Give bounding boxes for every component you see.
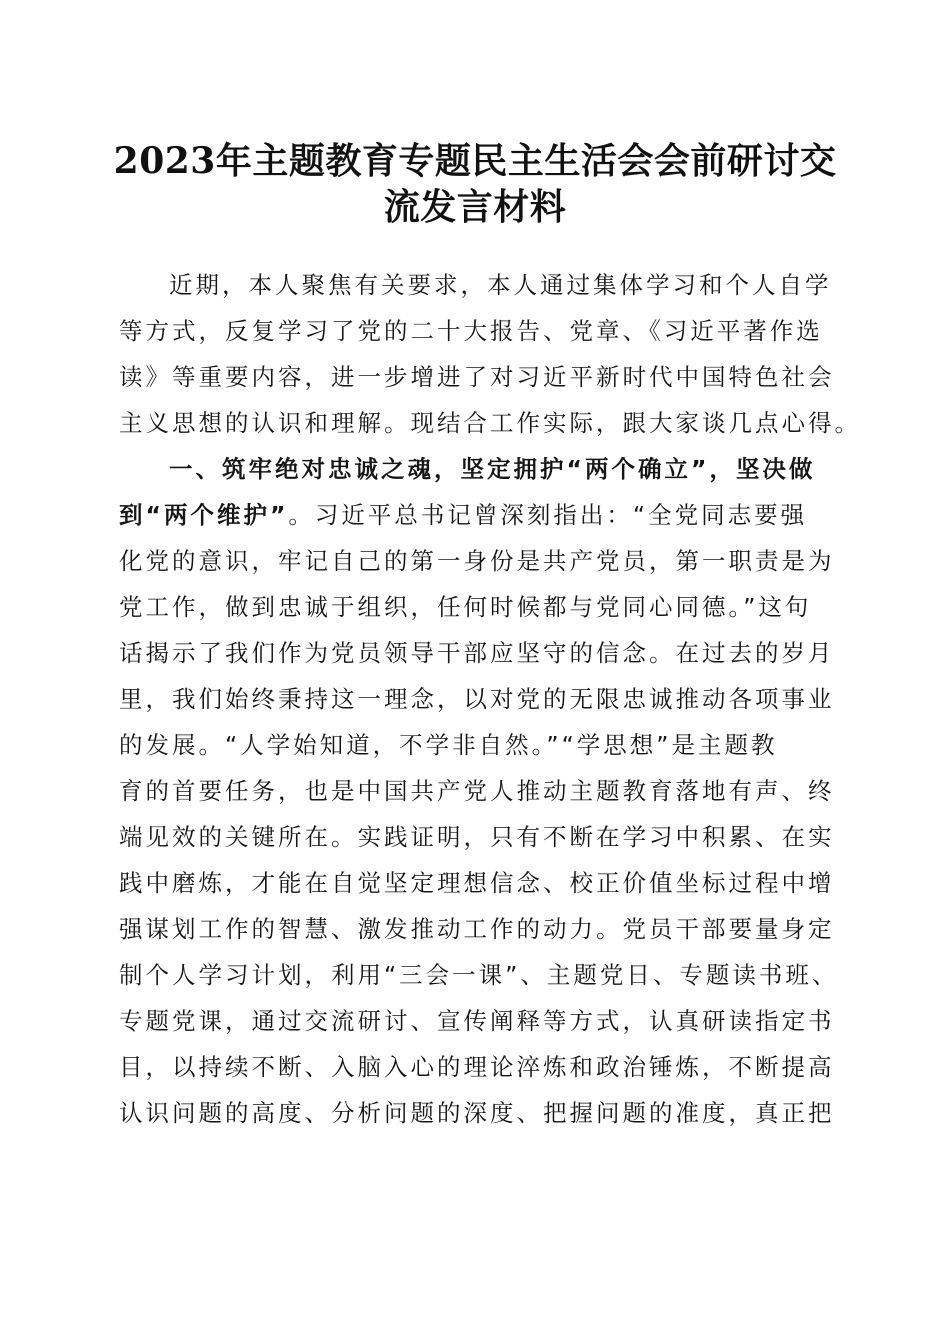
title-line: 流发言材料 xyxy=(383,186,567,228)
text-line xyxy=(119,492,831,538)
section-heading: 一、筑牢绝对忠诚之魂，坚定拥护“两个确立”，坚决做 xyxy=(169,455,816,483)
section-heading-continued: 到“两个维护” xyxy=(119,501,289,529)
text-line: 制个人学习计划，利用“三会一课”、主题党日、专题读书班、 xyxy=(119,961,839,989)
text-line: 践中磨炼，才能在自觉坚定理想信念、校正价值坐标过程中增 xyxy=(119,869,835,897)
text-line: 读》等重要内容，进一步增进了对习近平新时代中国特色社会 xyxy=(119,363,835,391)
text-line: 近期，本人聚焦有关要求，本人通过集体学习和个人自学 xyxy=(169,271,832,299)
text-line: 专题党课，通过交流研讨、宣传阐释等方式，认真研读指定书 xyxy=(119,1007,835,1035)
text-line: 育的首要任务，也是中国共产党人推动主题教育落地有声、终 xyxy=(119,777,835,805)
text-line: 强谋划工作的智慧、激发推动工作的动力。党员干部要量身定 xyxy=(119,915,835,943)
text-line: 端见效的关键所在。实践证明，只有不断在学习中积累、在实 xyxy=(119,823,835,851)
text-run: 。习近平总书记曾深刻指出：“全党同志要强 xyxy=(288,501,808,529)
title-line: 2023年主题教育专题民主生活会会前研讨交 xyxy=(113,140,837,182)
text-line: 等方式，反复学习了党的二十大报告、党章、《习近平著作选 xyxy=(119,317,823,345)
text-line: 目，以持续不断、入脑入心的理论淬炼和政治锤炼，不断提高 xyxy=(119,1053,835,1081)
text-line: 主义思想的认识和理解。现结合工作实际，跟大家谈几点心得。 xyxy=(119,409,861,437)
text-line: 里，我们始终秉持这一理念，以对党的无限忠诚推动各项事业 xyxy=(119,685,835,713)
text-line: 化党的意识，牢记自己的第一身份是共产党员，第一职责是为 xyxy=(119,547,835,575)
document-title xyxy=(110,138,840,230)
section-1 xyxy=(119,446,839,1136)
text-line: 认识问题的高度、分析问题的深度、把握问题的准度，真正把 xyxy=(119,1099,835,1127)
text-line: 话揭示了我们作为党员领导干部应坚守的信念。在过去的岁月 xyxy=(119,639,835,667)
paragraph-intro xyxy=(119,262,861,446)
text-line: 的发展。“人学始知道，不学非自然。”“学思想”是主题教 xyxy=(119,731,778,759)
document-body xyxy=(119,262,861,1136)
text-line: 党工作，做到忠诚于组织，任何时候都与党同心同德。”这句 xyxy=(119,593,812,621)
